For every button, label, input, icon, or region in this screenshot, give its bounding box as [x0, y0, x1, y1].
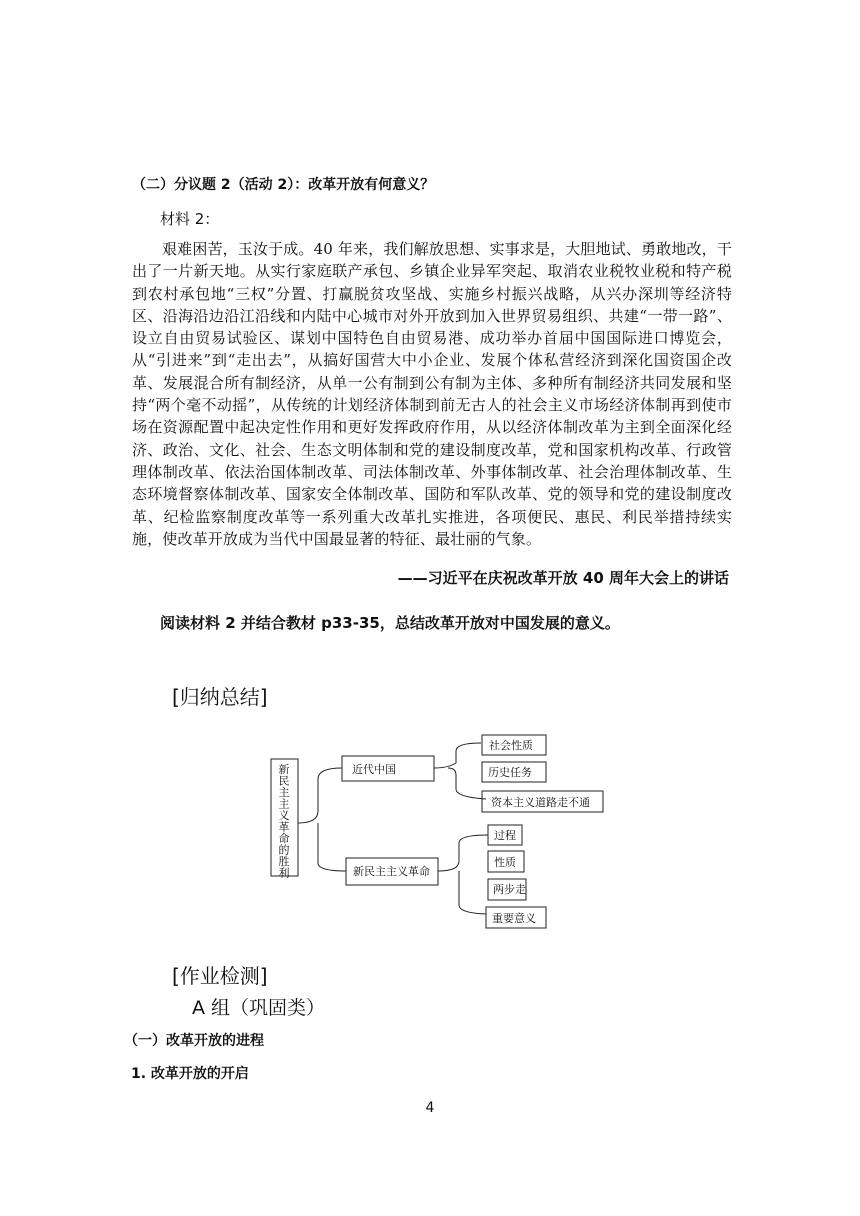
- branch1-item: 资本主义道路走不通: [491, 796, 590, 809]
- material-paragraph: 艰难困苦，玉汝于成。40 年来，我们解放思想、实事求是，大胆地试、勇敢地改，干出了一片新天地。从实行家庭联产承包、乡镇企业异军突起、取消农业税牧业税和特产税到农村承包地“三权”分置、打赢脱贫攻坚战、实施乡村振兴战略，从兴办深圳等经济特区、沿海沿边沿江沿线和内陆中心城市对外开放到加入世界贸易组织、共建“一带一路”、设立自由贸易试验区、谋划中国特色自由贸易港、成功举办首届中国国际进口博览会，从“引进来”到“走出去”，从搞好国营大中小企业、发展个体私营经济到深化国资国企改革、发展混合所有制经济，从单一公有制到公有制为主体、多种所有制经济共同发展和坚持“两个毫不动摇”，从传统的计划经济体制到前无古人的社会主义市场经济体制再到使市场在资源配置中起决定性作用和更好发挥政府作用，从以经济体制改革为主到全面深化经济、政治、文化、社会、生态文明体制和党的建设制度改革，党和国家机构改革、行政管理体制改革、依法治国体制改革、司法体制改革、外事体制改革、社会治理体制改革、生态环境督察体制改革、国家安全体制改革、国防和军队改革、党的领导和党的建设制度改革、纪检监察制度改革等一系列重大改革扎实推进，各项便民、惠民、利民举措持续实施，使改革开放成为当代中国最显著的特征、最壮丽的气象。: [132, 240, 732, 548]
- branch1-item: 历史任务: [488, 766, 532, 779]
- branch1-item: 社会性质: [489, 739, 533, 752]
- page-number: 4: [425, 1100, 435, 1116]
- sub-heading-progress: （一）改革开放的进程: [124, 1033, 264, 1049]
- branch2-item: 重要意义: [492, 912, 536, 925]
- mind-map-diagram: [266, 731, 611, 931]
- branch2-item: 过程: [494, 829, 516, 842]
- material-source: ——习近平在庆祝改革开放 40 周年大会上的讲话: [397, 569, 729, 587]
- task-prompt: 阅读材料 2 并结合教材 p33-35，总结改革开放对中国发展的意义。: [160, 614, 620, 632]
- branch2-item: 两步走: [493, 883, 526, 896]
- group-heading: A 组（巩固类）: [192, 997, 326, 1019]
- summary-heading: [归纳总结]: [172, 685, 268, 709]
- branch2-item: 性质: [494, 856, 516, 869]
- root-label: 新民主主义革命的胜利: [278, 763, 290, 880]
- material-label: 材料 2：: [160, 210, 220, 228]
- branch2-label: 新民主主义革命: [353, 865, 430, 878]
- section-title: （二）分议题 2（活动 2）：改革开放有何意义？: [132, 177, 435, 193]
- homework-heading: [作业检测]: [172, 964, 268, 988]
- branch1-label: 近代中国: [352, 763, 396, 776]
- sub-heading-start: 1. 改革开放的开启: [131, 1066, 249, 1082]
